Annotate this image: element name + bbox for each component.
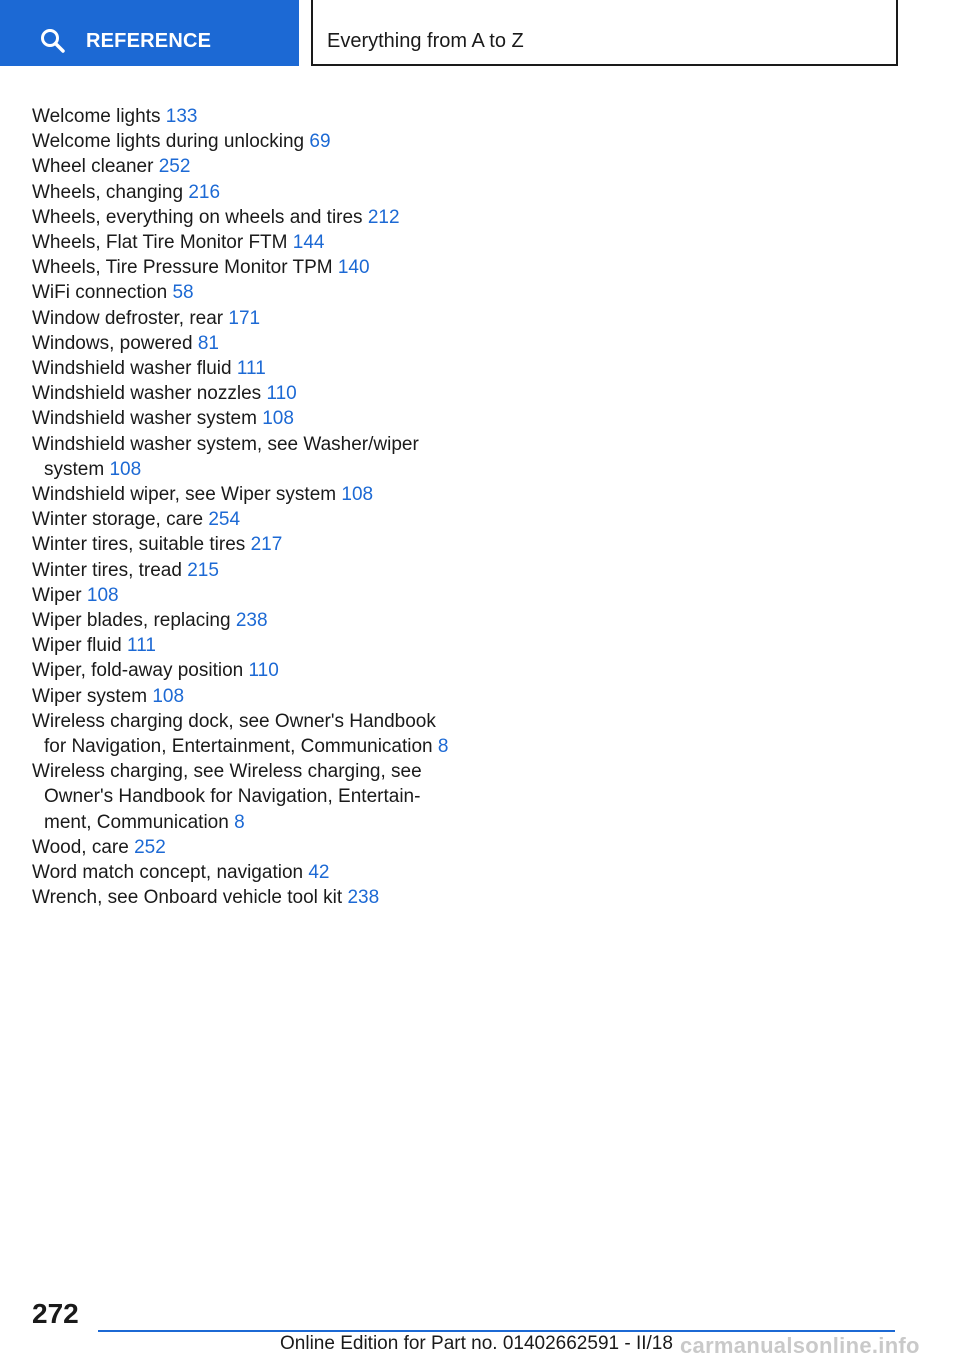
index-entry-text: Wood, care bbox=[32, 836, 129, 858]
index-entry bbox=[32, 558, 452, 583]
section-tab[interactable] bbox=[0, 0, 299, 66]
page-link[interactable]: 216 bbox=[188, 181, 221, 203]
page-number: 272 bbox=[32, 1298, 79, 1329]
footer-rule bbox=[98, 1330, 895, 1332]
index-entry-text: Welcome lights during unlocking bbox=[32, 131, 305, 153]
index-entry bbox=[32, 280, 452, 305]
chapter-title: Everything from A to Z bbox=[327, 30, 524, 52]
search-icon bbox=[40, 28, 66, 54]
index-entry-text: Wiper blades, replacing bbox=[32, 610, 231, 632]
index-entry bbox=[32, 608, 452, 633]
index-entry bbox=[32, 154, 452, 179]
page-link[interactable]: 171 bbox=[228, 307, 261, 329]
index-entry bbox=[32, 658, 452, 683]
index-entry bbox=[32, 180, 452, 205]
section-label: REFERENCE bbox=[86, 30, 212, 52]
page-link[interactable]: 140 bbox=[337, 257, 370, 279]
index-entry-text: Windshield washer nozzles bbox=[32, 383, 262, 405]
index-entry-text: Wiper system bbox=[32, 685, 148, 707]
index-entry bbox=[32, 104, 452, 129]
watermark: carmanualsonline.info bbox=[680, 1333, 920, 1358]
page-link[interactable]: 217 bbox=[250, 534, 283, 556]
index-entry-text: Window defroster, rear bbox=[32, 307, 224, 329]
page-link[interactable]: 69 bbox=[309, 131, 331, 153]
index-entry-text: Windshield washer system, see Washer/wiper system bbox=[32, 433, 419, 480]
index-entry bbox=[32, 432, 452, 482]
page-link[interactable]: 108 bbox=[262, 408, 294, 430]
index-entry bbox=[32, 306, 452, 331]
page-link[interactable]: 252 bbox=[134, 836, 166, 858]
page-link[interactable]: 8 bbox=[234, 811, 245, 833]
index-list bbox=[32, 104, 452, 911]
index-entry-text: Wheels, Tire Pressure Monitor TPM bbox=[32, 257, 333, 279]
index-entry bbox=[32, 885, 452, 910]
page-link[interactable]: 108 bbox=[152, 685, 185, 707]
page-link[interactable]: 238 bbox=[235, 610, 268, 632]
index-entry bbox=[32, 255, 452, 280]
chapter-title-box bbox=[311, 0, 898, 66]
page-link[interactable]: 81 bbox=[197, 332, 219, 354]
index-entry bbox=[32, 759, 452, 835]
index-entry-text: Windshield washer system bbox=[32, 408, 257, 430]
index-entry-text: Wireless charging, see Wireless charging, see Owner's Handbook for Navigation, Entertainment, Communication bbox=[32, 761, 422, 833]
index-entry-text: Wiper fluid bbox=[32, 635, 122, 657]
page-link[interactable]: 111 bbox=[236, 358, 266, 380]
page-link[interactable]: 144 bbox=[292, 232, 325, 254]
page-link[interactable]: 212 bbox=[367, 206, 400, 228]
index-entry bbox=[32, 532, 452, 557]
index-entry bbox=[32, 507, 452, 532]
index-entry bbox=[32, 205, 452, 230]
index-entry bbox=[32, 356, 452, 381]
page-link[interactable]: 108 bbox=[86, 584, 119, 606]
index-entry-text: Winter tires, tread bbox=[32, 559, 182, 581]
page-link[interactable]: 110 bbox=[248, 660, 279, 682]
index-entry bbox=[32, 709, 452, 759]
index-entry-text: Wheels, Flat Tire Monitor FTM bbox=[32, 232, 288, 254]
index-entry bbox=[32, 583, 452, 608]
index-entry-text: Wiper bbox=[32, 584, 82, 606]
index-entry-text: WiFi connection bbox=[32, 282, 168, 304]
index-entry-text: Winter tires, suitable tires bbox=[32, 534, 246, 556]
page-link[interactable]: 252 bbox=[158, 156, 191, 178]
index-entry-text: Winter storage, care bbox=[32, 509, 204, 531]
index-entry-text: Windshield washer fluid bbox=[32, 358, 232, 380]
index-entry bbox=[32, 406, 452, 431]
index-entry bbox=[32, 633, 452, 658]
index-entry-text: Wiper, fold-away position bbox=[32, 660, 244, 682]
index-entry-text: Wheels, everything on wheels and tires bbox=[32, 206, 363, 228]
page-link[interactable]: 58 bbox=[172, 282, 194, 304]
index-entry-text: Wireless charging dock, see Owner's Handbook for Navigation, Entertainment, Communication bbox=[32, 710, 436, 758]
page-link[interactable]: 108 bbox=[341, 484, 374, 506]
index-entry-text: Wheel cleaner bbox=[32, 156, 154, 178]
page-link[interactable]: 110 bbox=[266, 383, 297, 405]
index-entry-text: Wheels, changing bbox=[32, 181, 184, 203]
index-entry-text: Windshield wiper, see Wiper system bbox=[32, 484, 337, 506]
page-link[interactable]: 215 bbox=[187, 559, 219, 581]
index-entry bbox=[32, 684, 452, 709]
index-entry bbox=[32, 482, 452, 507]
index-entry-text: Wrench, see Onboard vehicle tool kit bbox=[32, 887, 343, 909]
page-link[interactable]: 108 bbox=[109, 458, 142, 480]
index-entry bbox=[32, 129, 452, 154]
index-entry bbox=[32, 835, 452, 860]
index-entry bbox=[32, 230, 452, 255]
index-entry-text: Welcome lights bbox=[32, 106, 161, 127]
page-link[interactable]: 254 bbox=[208, 509, 241, 531]
index-entry-text: Windows, powered bbox=[32, 332, 193, 354]
page-link[interactable]: 111 bbox=[127, 635, 156, 657]
index-entry bbox=[32, 331, 452, 356]
edition-note: Online Edition for Part no. 01402662591 - II/18 bbox=[280, 1333, 673, 1354]
page-link[interactable]: 133 bbox=[165, 106, 198, 127]
index-entry bbox=[32, 860, 452, 885]
page-link[interactable]: 238 bbox=[347, 887, 380, 909]
index-entry-text: Word match concept, navigation bbox=[32, 862, 304, 884]
page-link[interactable]: 8 bbox=[437, 736, 449, 758]
index-entry bbox=[32, 381, 452, 406]
page-link[interactable]: 42 bbox=[308, 862, 330, 884]
